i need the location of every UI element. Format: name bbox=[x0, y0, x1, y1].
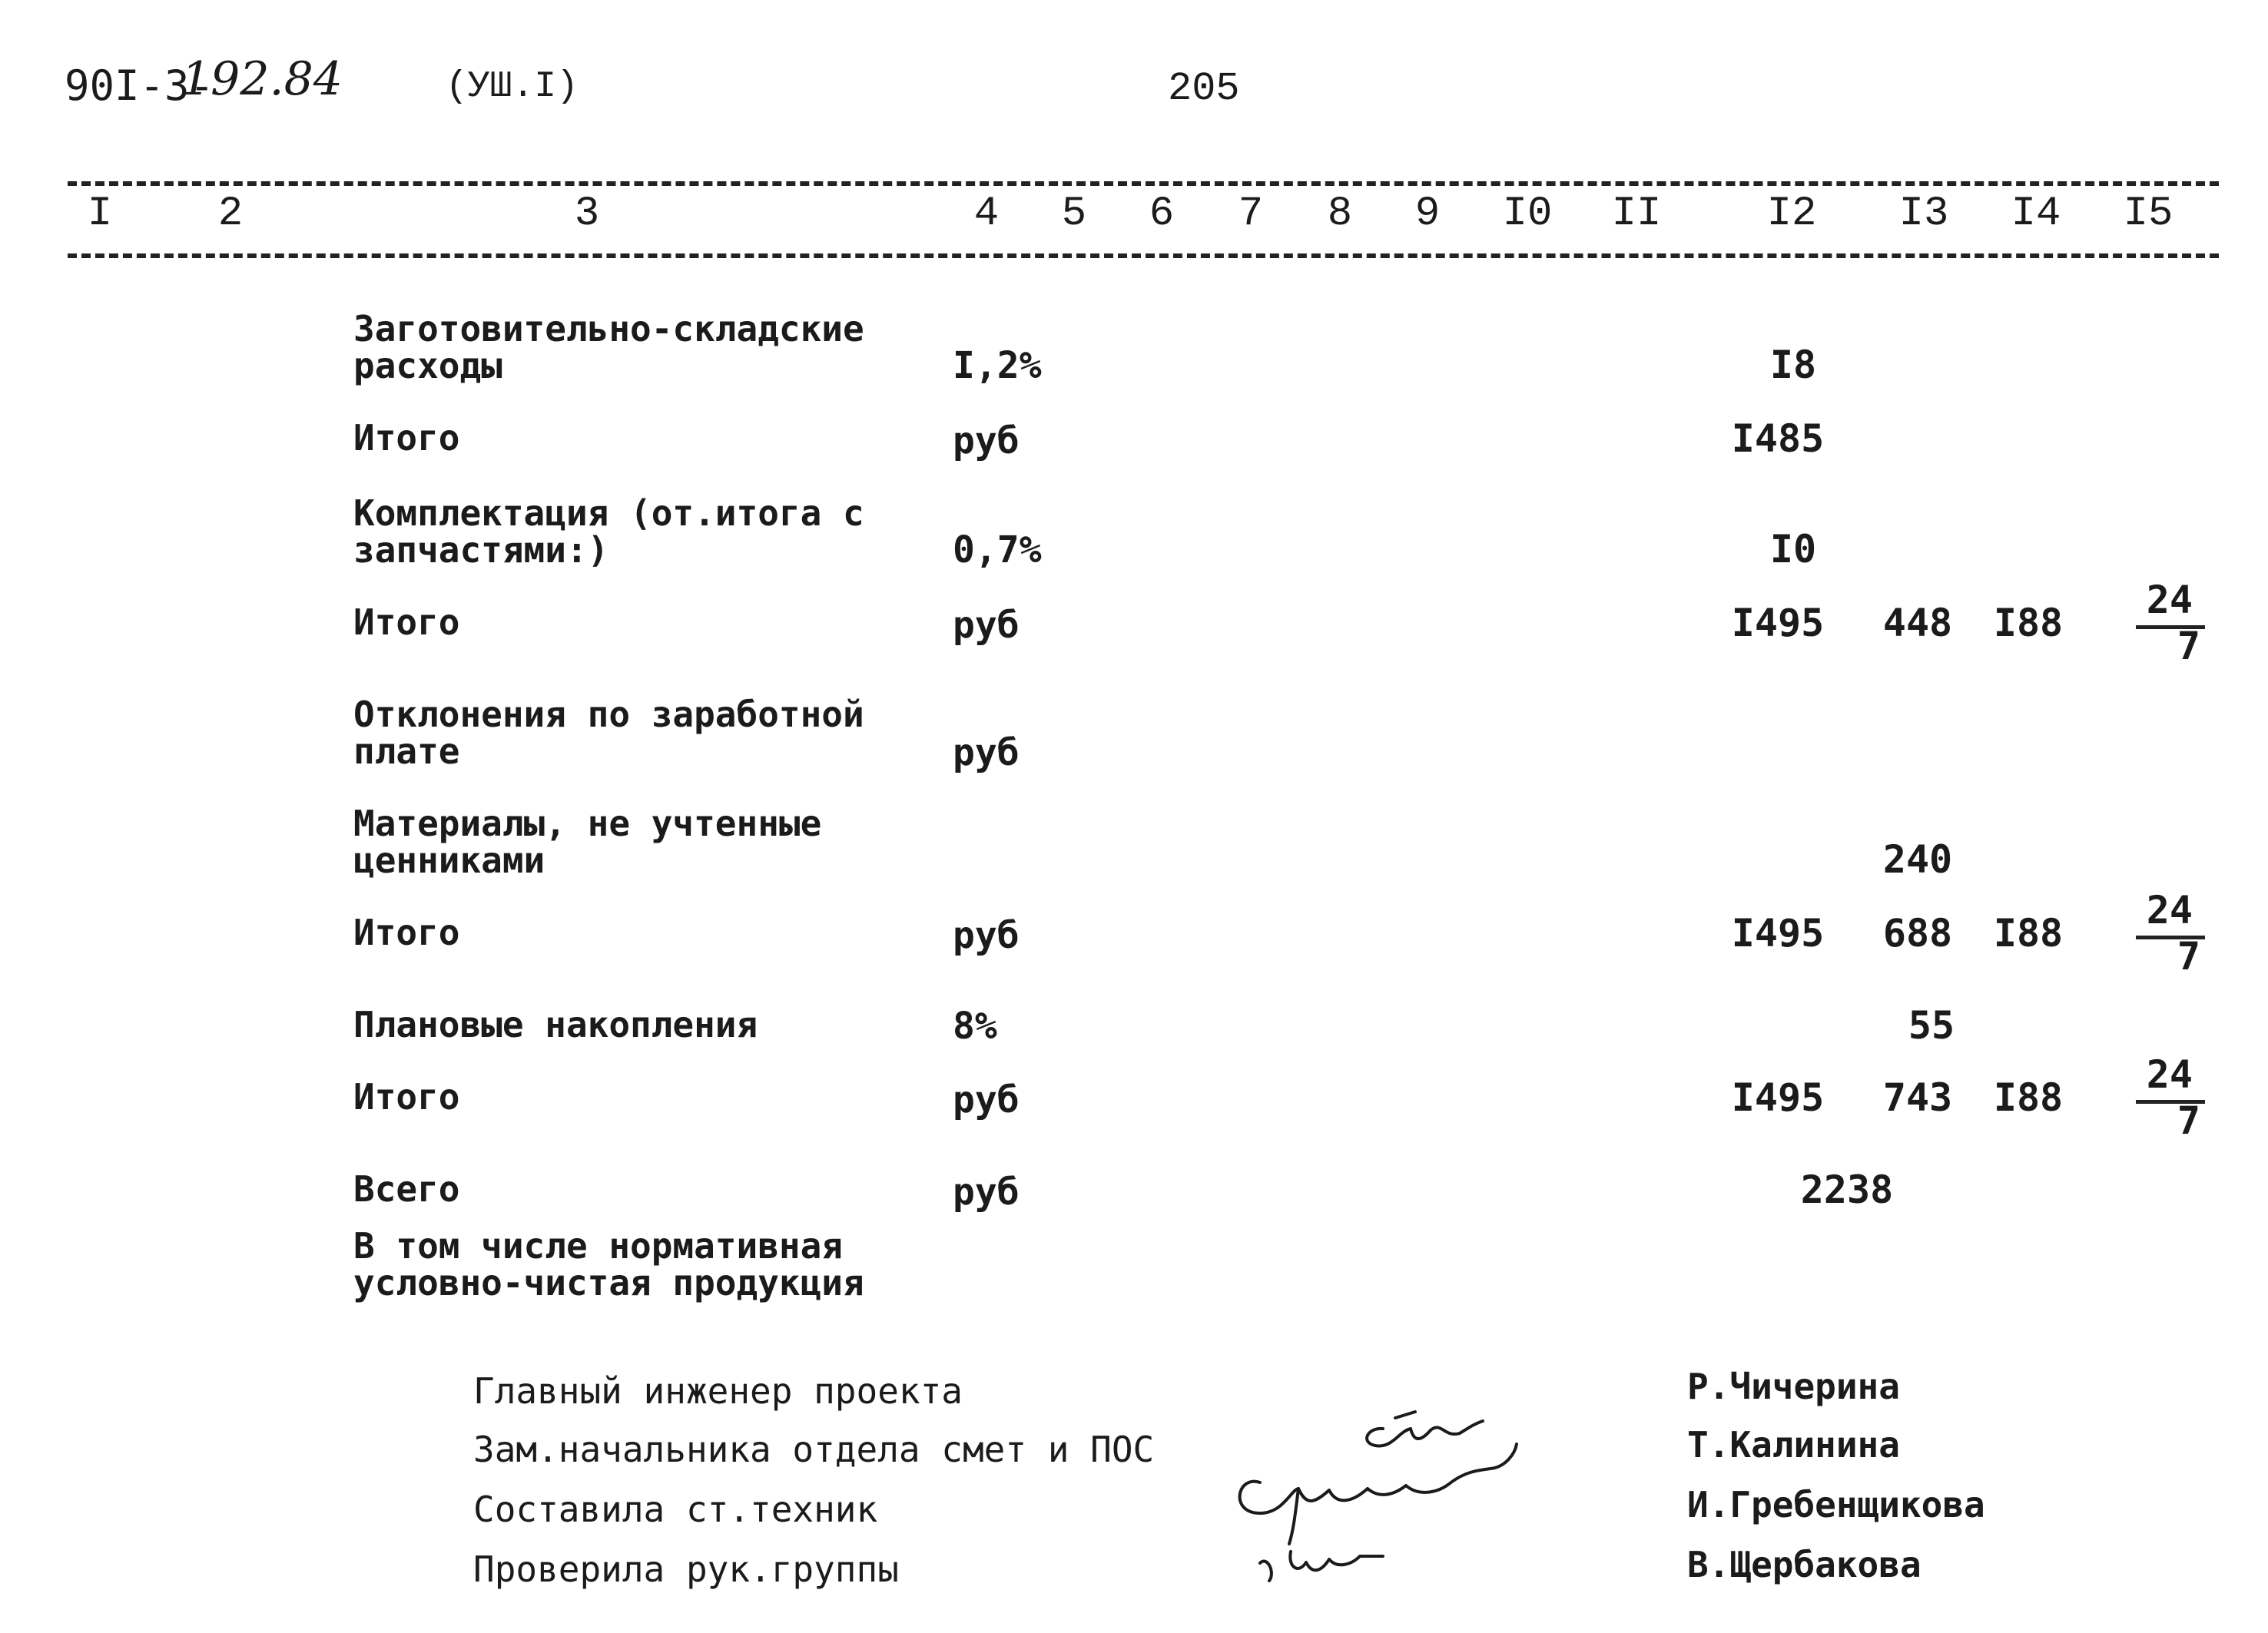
col13-value: 240 bbox=[1882, 837, 1953, 882]
sheet-label: (УШ.I) bbox=[446, 66, 579, 108]
col14-value: I88 bbox=[1993, 1075, 2064, 1120]
page-number: 205 bbox=[1168, 66, 1240, 111]
row-label: Всего bbox=[353, 1168, 460, 1210]
col12-value: I495 bbox=[1731, 911, 1825, 956]
row-label: Отклонения по заработной плате bbox=[353, 694, 864, 772]
header-rule-top bbox=[68, 181, 2219, 186]
column-header-15: I5 bbox=[2123, 190, 2174, 237]
row-unit: руб bbox=[953, 1078, 1020, 1121]
column-header-3: 3 bbox=[574, 190, 600, 237]
document-code-handwritten: 192.84 bbox=[181, 52, 343, 106]
column-header-7: 7 bbox=[1238, 190, 1264, 237]
row-label: Заготовительно-складские расходы bbox=[353, 308, 864, 386]
row-label: Итого bbox=[353, 912, 460, 953]
col12-value: I8 bbox=[1769, 343, 1817, 387]
column-header-4: 4 bbox=[973, 190, 1000, 237]
signature-name: Т.Калинина bbox=[1687, 1424, 1900, 1466]
column-header-8: 8 bbox=[1327, 190, 1353, 237]
row-unit: 8% bbox=[953, 1005, 997, 1048]
row-unit: руб bbox=[953, 731, 1020, 774]
row-label: Итого bbox=[353, 1076, 460, 1118]
column-header-9: 9 bbox=[1414, 190, 1441, 237]
column-header-10: I0 bbox=[1502, 190, 1553, 237]
document-code: 90I-3- bbox=[65, 61, 215, 110]
col13-value: 55 bbox=[1908, 1003, 1955, 1048]
column-header-11: II bbox=[1611, 190, 1662, 237]
signature-role: Составила ст.техник bbox=[473, 1489, 878, 1530]
column-header-2: 2 bbox=[217, 190, 244, 237]
column-header-1: I bbox=[87, 190, 113, 237]
row-label: Материалы, не учтенные ценниками bbox=[353, 803, 822, 881]
row-label: Итого bbox=[353, 417, 460, 459]
col13-value: 743 bbox=[1882, 1075, 1953, 1120]
column-header-5: 5 bbox=[1061, 190, 1087, 237]
fraction-denominator: 7 bbox=[2177, 1098, 2200, 1143]
col13-value: 688 bbox=[1882, 911, 1953, 956]
signature-role: Проверила рук.группы bbox=[473, 1549, 899, 1590]
signature-role: Зам.начальника отдела смет и ПОС bbox=[473, 1429, 1155, 1470]
col13-value: 448 bbox=[1882, 601, 1953, 645]
row-label: В том числе нормативная условно-чистая продукция bbox=[353, 1225, 864, 1303]
signature-name: Р.Чичерина bbox=[1687, 1366, 1900, 1407]
row-unit: руб bbox=[953, 604, 1020, 647]
row-label: Комплектация (от.итога с запчастями:) bbox=[353, 492, 864, 571]
column-header-12: I2 bbox=[1766, 190, 1817, 237]
col12-value: I495 bbox=[1731, 1075, 1825, 1120]
row-label: Плановые накопления bbox=[353, 1004, 758, 1045]
row-label: Итого bbox=[353, 601, 460, 643]
row-unit: руб bbox=[953, 419, 1020, 462]
col12-value: I485 bbox=[1731, 416, 1825, 461]
handwritten-signature bbox=[1214, 1398, 1575, 1598]
row-unit: 0,7% bbox=[953, 528, 1042, 571]
column-header-14: I4 bbox=[2011, 190, 2061, 237]
row-unit: руб bbox=[953, 1171, 1020, 1214]
fraction-denominator: 7 bbox=[2177, 624, 2200, 668]
row-unit: I,2% bbox=[953, 344, 1042, 387]
col12-value: I0 bbox=[1769, 527, 1817, 571]
col14-value: I88 bbox=[1993, 911, 2064, 956]
col12-value: I495 bbox=[1731, 601, 1825, 645]
column-header-13: I3 bbox=[1898, 190, 1949, 237]
col15-fraction bbox=[2136, 888, 2205, 979]
fraction-numerator: 24 bbox=[2146, 1052, 2193, 1097]
total-value: 2238 bbox=[1800, 1168, 1894, 1212]
header-rule-bottom bbox=[68, 253, 2219, 258]
signature-role: Главный инженер проекта bbox=[473, 1370, 963, 1412]
fraction-denominator: 7 bbox=[2177, 934, 2200, 979]
col15-fraction bbox=[2136, 578, 2205, 668]
col15-fraction bbox=[2136, 1052, 2205, 1143]
fraction-numerator: 24 bbox=[2146, 578, 2193, 622]
col14-value: I88 bbox=[1993, 601, 2064, 645]
signature-name: В.Щербакова bbox=[1687, 1544, 1922, 1585]
column-header-6: 6 bbox=[1149, 190, 1175, 237]
row-unit: руб bbox=[953, 914, 1020, 957]
fraction-numerator: 24 bbox=[2146, 888, 2193, 932]
signature-name: И.Гребенщикова bbox=[1687, 1484, 1985, 1525]
